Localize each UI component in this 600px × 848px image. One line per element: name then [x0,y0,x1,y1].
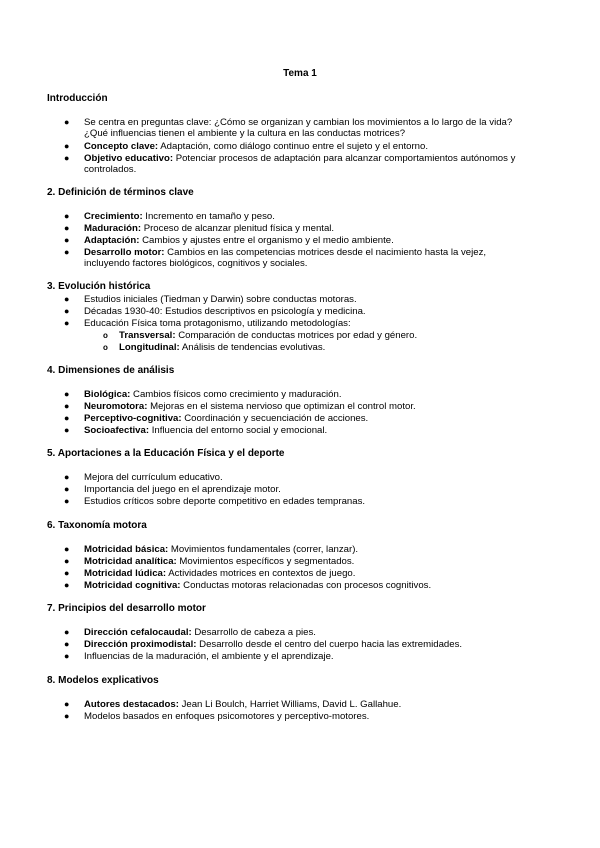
bullet-icon: ● [64,294,70,304]
bullet-icon: ● [64,141,70,151]
section-heading-7: 7. Principios del desarrollo motor [47,603,206,614]
list-item: ● Maduración: Proceso de alcanzar plenitud física y mental. [64,223,335,234]
sub-bullet-icon: o [103,331,108,340]
section-heading-intro: Introducción [47,93,108,104]
bullet-icon: ● [64,223,70,233]
list-item: ● Importancia del juego en el aprendizaje motor. [64,484,281,495]
bullet-icon: ● [64,496,70,506]
bullet-icon: ● [64,117,70,127]
bullet-icon: ● [64,556,70,566]
list-item: ● Décadas 1930-40: Estudios descriptivos en psicología y medicina. [64,306,366,317]
list-item: ● Motricidad analítica: Movimientos específicos y segmentados. [64,556,355,567]
list-item: ● Motricidad básica: Movimientos fundamentales (correr, lanzar). [64,544,359,555]
list-item: ● Estudios iniciales (Tiedman y Darwin) sobre conductas motoras. [64,294,357,305]
list-item: ● Estudios críticos sobre deporte competitivo en edades tempranas. [64,496,366,507]
list-item: ● Crecimiento: Incremento en tamaño y peso. [64,211,275,222]
bullet-icon: ● [64,425,70,435]
list-item: ● Modelos basados en enfoques psicomotores y perceptivo-motores. [64,711,370,722]
section-heading-4: 4. Dimensiones de análisis [47,365,175,376]
section-heading-6: 6. Taxonomía motora [47,520,147,531]
list-item: ● Autores destacados: Jean Li Boulch, Harriet Williams, David L. Gallahue. [64,699,402,710]
bullet-icon: ● [64,580,70,590]
bullet-icon: ● [64,153,70,163]
list-item: ● Se centra en preguntas clave: ¿Cómo se organizan y cambian los movimientos a lo largo de la vida? ¿Qué influencias tienen el ambiente y la cultura en las conductas motrices? [64,117,513,140]
bullet-icon: ● [64,401,70,411]
sub-bullet-icon: o [103,343,108,352]
list-item: ● Adaptación: Cambios y ajustes entre el organismo y el medio ambiente. [64,235,394,246]
bullet-icon: ● [64,639,70,649]
bullet-icon: ● [64,711,70,721]
list-item: ● Socioafectiva: Influencia del entorno social y emocional. [64,425,328,436]
list-item: ● Motricidad cognitiva: Conductas motoras relacionadas con procesos cognitivos. [64,580,432,591]
bullet-icon: ● [64,235,70,245]
section-heading-8: 8. Modelos explicativos [47,675,159,686]
section-heading-2: 2. Definición de términos clave [47,187,194,198]
bullet-icon: ● [64,568,70,578]
bullet-icon: ● [64,627,70,637]
list-item: ● Desarrollo motor: Cambios en las competencias motrices desde el nacimiento hasta la vejez, incluyendo factores biológicos, cognitivos y sociales. [64,247,487,270]
bullet-icon: ● [64,211,70,221]
sub-list-item: o Transversal: Comparación de conductas motrices por edad y género. [103,330,418,341]
list-item: ● Mejora del currículum educativo. [64,472,223,483]
list-item: ● Objetivo educativo: Potenciar procesos de adaptación para alcanzar comportamientos autónomos y controlados. [64,153,516,176]
bullet-icon: ● [64,472,70,482]
list-item: ● Neuromotora: Mejoras en el sistema nervioso que optimizan el control motor. [64,401,416,412]
list-item: ● Dirección cefalocaudal: Desarrollo de cabeza a pies. [64,627,316,638]
list-item: ● Biológica: Cambios físicos como crecimiento y maduración. [64,389,342,400]
bullet-icon: ● [64,484,70,494]
bullet-icon: ● [64,389,70,399]
sub-list-item: o Longitudinal: Análisis de tendencias evolutivas. [103,342,326,353]
bullet-icon: ● [64,247,70,257]
bullet-icon: ● [64,306,70,316]
bullet-icon: ● [64,651,70,661]
list-item: ● Perceptivo-cognitiva: Coordinación y secuenciación de acciones. [64,413,369,424]
section-heading-3: 3. Evolución histórica [47,281,151,292]
bullet-icon: ● [64,544,70,554]
list-item: ● Motricidad lúdica: Actividades motrices en contextos de juego. [64,568,356,579]
section-heading-5: 5. Aportaciones a la Educación Física y el deporte [47,448,285,459]
bullet-icon: ● [64,699,70,709]
bullet-icon: ● [64,318,70,328]
list-item: ● Educación Física toma protagonismo, utilizando metodologías: [64,318,351,329]
list-item: ● Dirección proximodistal: Desarrollo desde el centro del cuerpo hacia las extremidades. [64,639,463,650]
page-title: Tema 1 [283,68,317,79]
bullet-icon: ● [64,413,70,423]
list-item: ● Concepto clave: Adaptación, como diálogo continuo entre el sujeto y el entorno. [64,141,428,152]
list-item: ● Influencias de la maduración, el ambiente y el aprendizaje. [64,651,334,662]
